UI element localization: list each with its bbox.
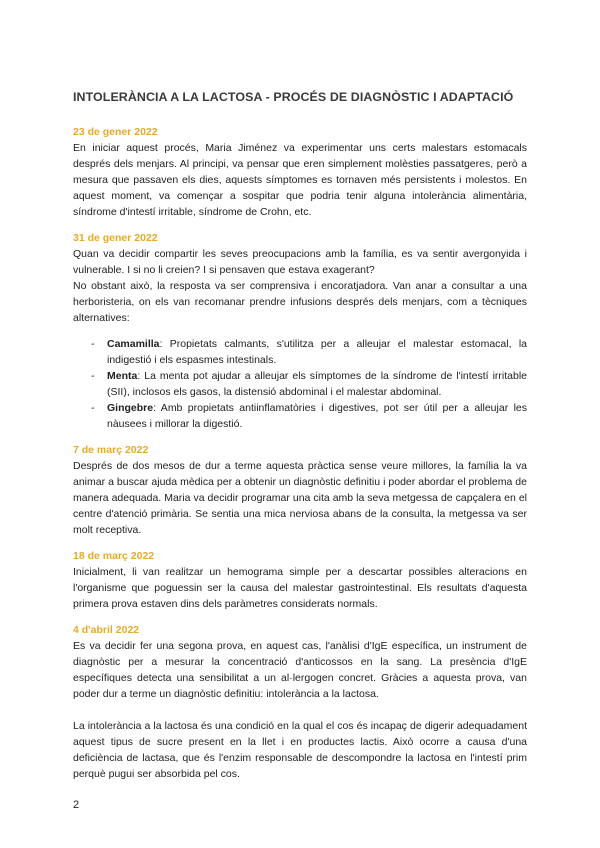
entry-date: 23 de gener 2022 [73,126,158,138]
document-body [73,124,527,792]
entry-paragraph: En iniciar aquest procés, Maria Jiménez va experimentar uns certs malestars estomacals després dels menjars. Al principi, va pensar que eren simplement molèsties passatgeres, però a mesura que passaven els dies, aquests símptomes es tornaven més persistents i molestos. En aquest moment, va començar a sospitar que podria tenir alguna intolerància alimentària, síndrome d'intestí irritable, síndrome de Crohn, etc. [73,142,527,218]
entry-date: 7 de març 2022 [73,444,149,456]
entry-paragraph: Inicialment, li van realitzar un hemograma simple per a descartar possibles alteracions en l'organisme que poguessin ser la causa del malestar gastrointestinal. Els resultats d'aquesta primera prova estaven dins dels paràmetres considerats normals. [73,566,527,610]
entry-paragraph: Després de dos mesos de dur a terme aquesta pràctica sense veure millores, la família la va animar a buscar ajuda mèdica per a obtenir un diagnòstic definitiu i poder abordar el problema de manera adequada. Maria va decidir programar una cita amb la seva metgessa de capçalera en el centre d'atenció primària. Se sentia una mica nerviosa abans de la consulta, la metgessa va ser molt receptiva. [73,460,527,536]
list-item-text: : Amb propietats antiinflamatòries i digestives, pot ser útil per a alleujar les nàusees i millorar la digestió. [107,402,527,430]
entry-section [73,230,527,432]
list-dash: - [91,370,95,382]
entry-paragraph: Quan va decidir compartir les seves preocupacions amb la família, es va sentir avergonyida i vulnerable. I si no li creien? I si pensaven que estava exagerant? [73,248,527,276]
entry-date: 18 de març 2022 [73,550,155,562]
closing-paragraph: La intolerància a la lactosa és una condició en la qual el cos és incapaç de digerir adequadament aquest tipus de sucre present en la llet i en productes lactis. Això ocorre a causa d'una deficiència de lactasa, que és l'enzim responsable de descompondre la lactosa en l'intestí prim perquè pugui ser absorbida pel cos. [73,720,527,780]
list-item [73,336,527,368]
entry-section [73,442,527,538]
list-dash: - [91,338,95,350]
list-item-term: Menta [107,370,138,382]
remedies-list [73,336,527,432]
document-title: INTOLERÀNCIA A LA LACTOSA - PROCÉS DE DIAGNÒSTIC I ADAPTACIÓ [73,90,514,104]
entry-section [73,124,527,220]
list-dash: - [91,402,95,414]
paragraph-spacer [73,702,527,718]
page-number: 2 [73,799,80,811]
entry-section [73,548,527,612]
list-item [73,400,527,432]
entry-section [73,622,527,782]
list-item-text: : La menta pot ajudar a alleujar els símptomes de la síndrome de l'intestí irritable (SII), inclosos els gasos, la distensió abdominal i el malestar abdominal. [107,370,527,398]
list-item [73,368,527,400]
list-item-term: Gingebre [107,402,154,414]
list-item-text: : Propietats calmants, s'utilitza per a alleujar el malestar estomacal, la indigestió i els espasmes intestinals. [107,338,527,366]
entry-paragraph: Es va decidir fer una segona prova, en aquest cas, l'anàlisi d'IgE específica, un instrument de diagnòstic per a mesurar la concentració d'anticossos en la sang. La presència d'IgE específiques detecta una sensibilitat a un al·lergogen concret. Gràcies a aquesta prova, van poder dur a terme un diagnòstic definitiu: intolerància a la lactosa. [73,640,527,700]
list-item-term: Camamilla [107,338,160,350]
entry-paragraph: No obstant això, la resposta va ser comprensiva i encoratjadora. Van anar a consultar a una herboristeria, on els van recomanar prendre infusions després dels menjars, com a tècniques alternatives: [73,280,527,324]
entry-date: 31 de gener 2022 [73,232,158,244]
entry-date: 4 d'abril 2022 [73,624,140,636]
